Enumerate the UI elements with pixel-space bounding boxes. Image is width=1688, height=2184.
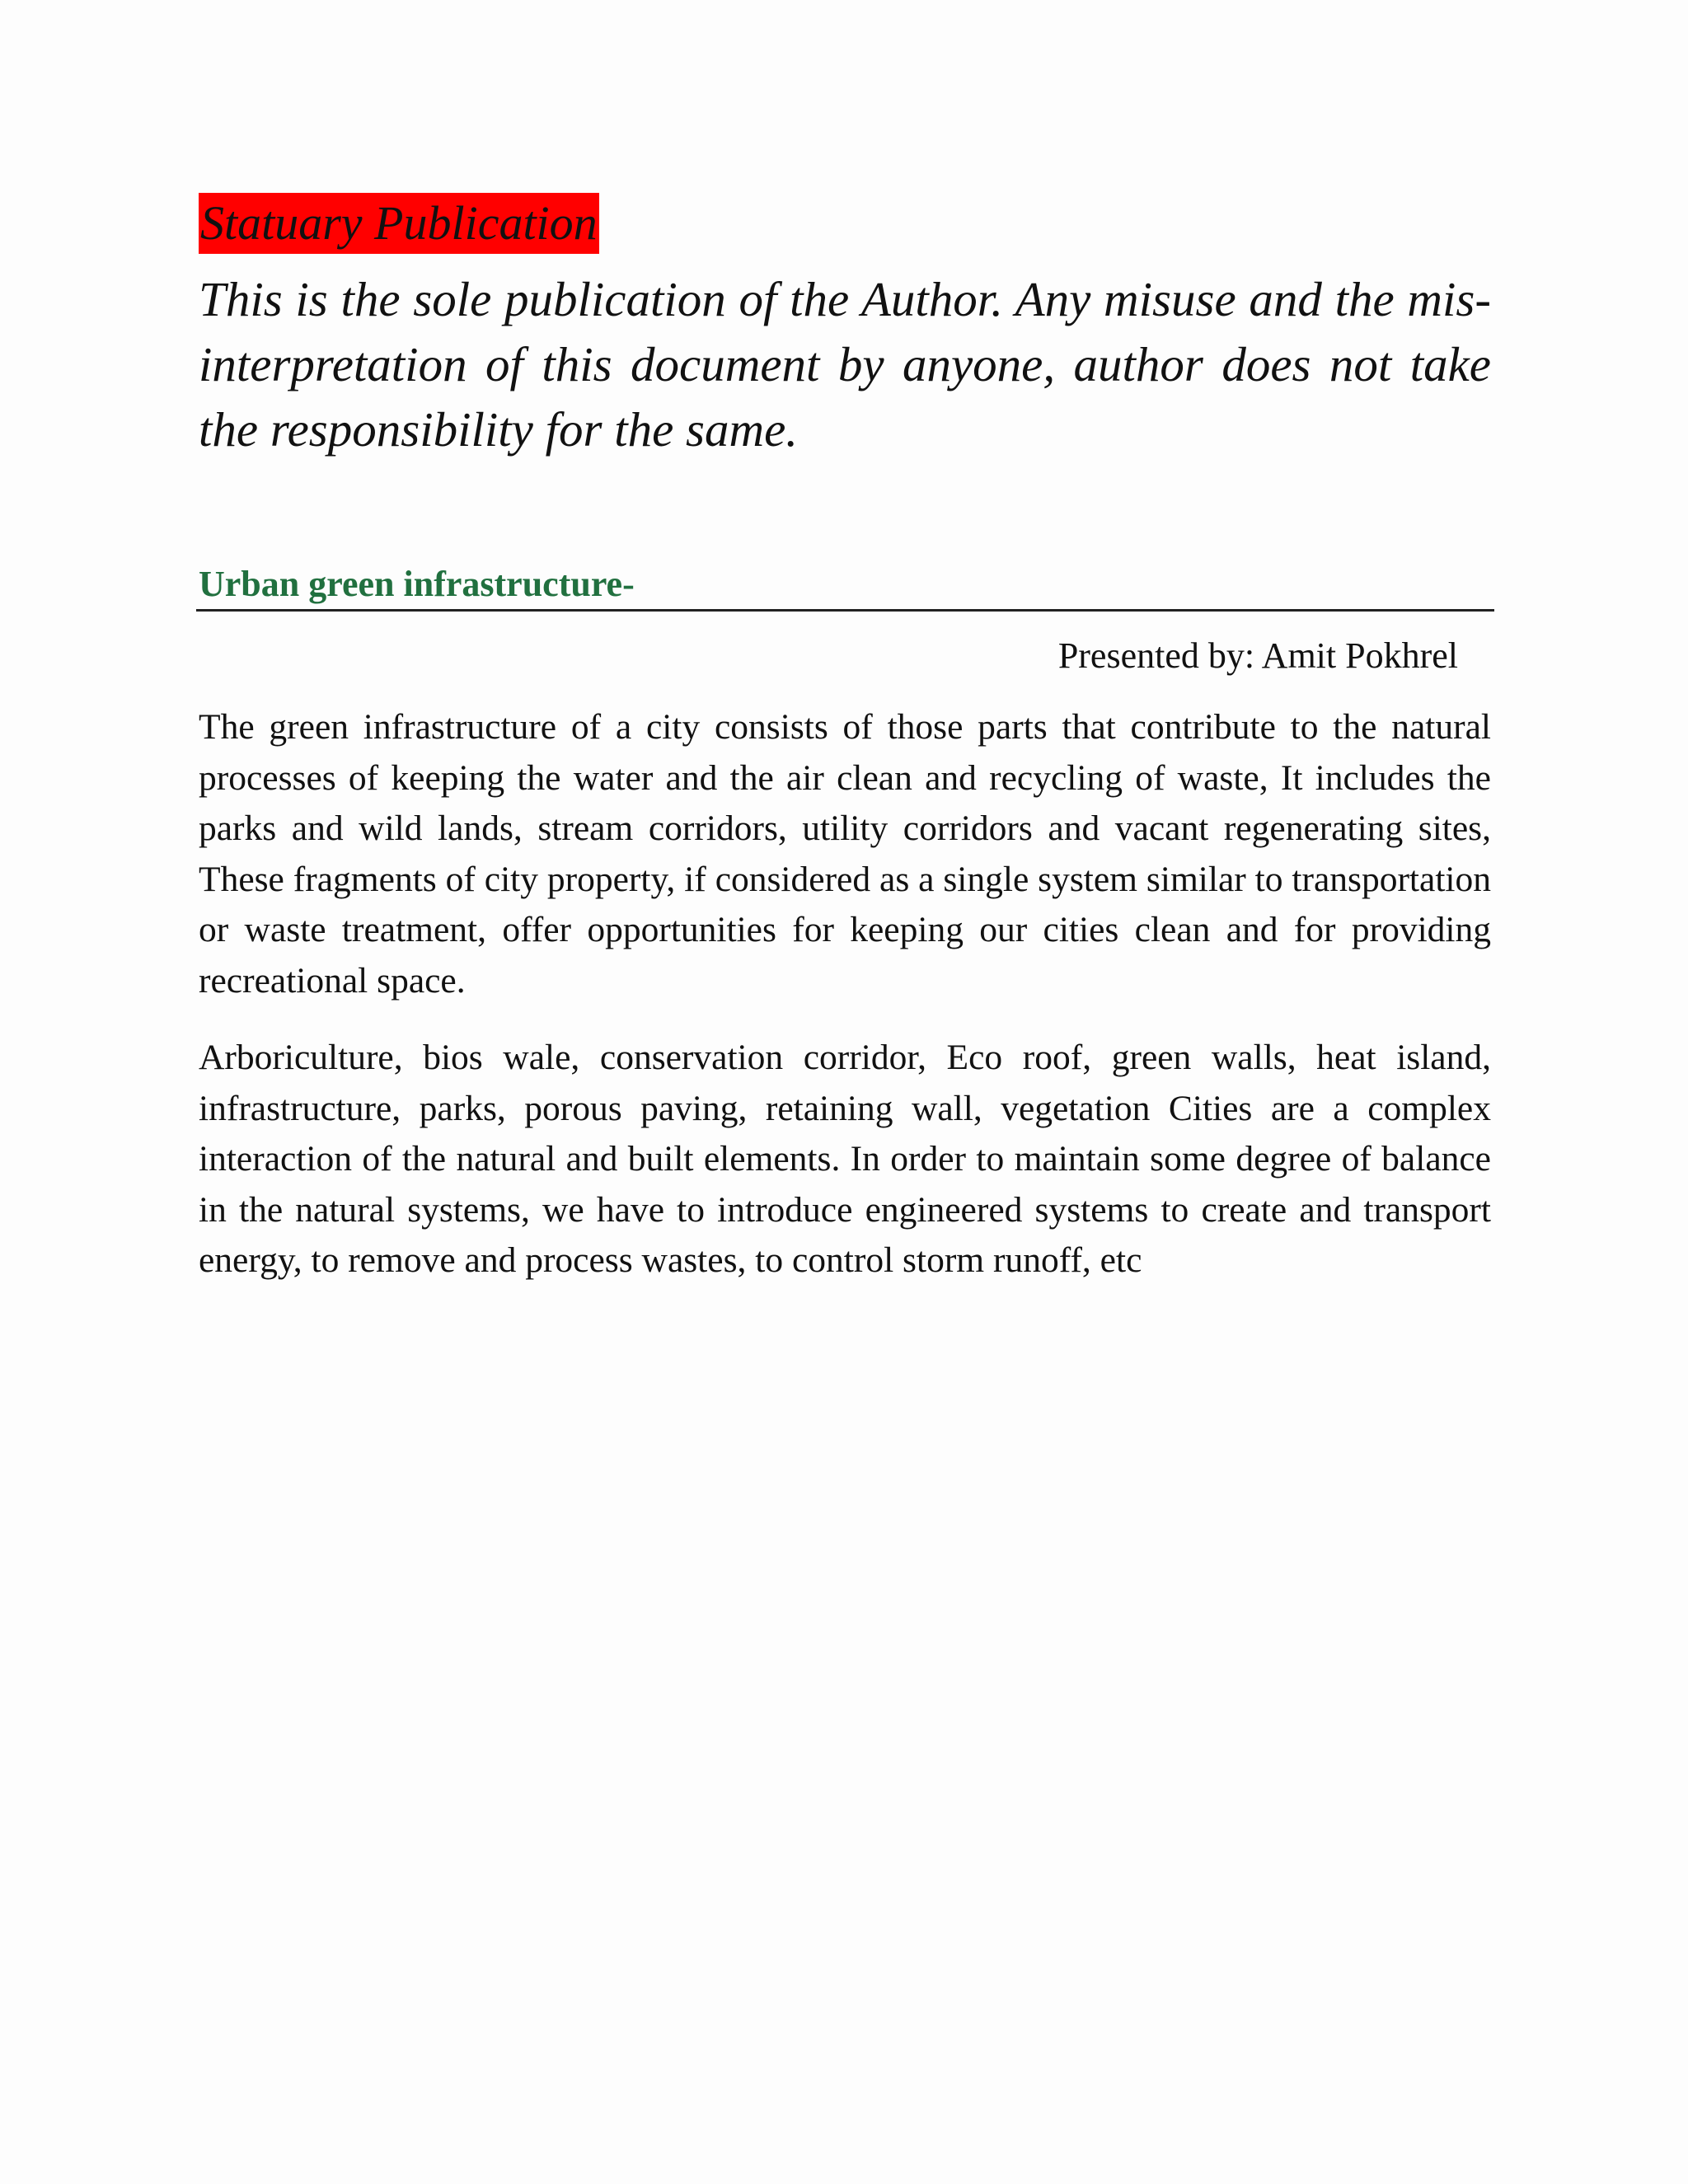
body-paragraph-1: The green infrastructure of a city consists of those parts that contribute to the natural processes of keeping the water and the air clean and recycling of waste, It includes the parks and wild lands, stream corridors, utility corridors and vacant regenerating sites, These fragments of city property, if considered as a single system similar to transportation or waste treatment, offer opportunities for keeping our cities clean and for providing recreational space. [199, 707, 1491, 1001]
document-content [199, 193, 1491, 1286]
body-paragraph-2: Arboriculture, bios wale, conservation corridor, Eco roof, green walls, heat island, infrastructure, parks, porous paving, retaining wall, vegetation Cities are a complex interaction of the natural and built elements. In order to maintain some degree of balance in the natural systems, we have to introduce engineered systems to create and transport energy, to remove and process wastes, to control storm runoff, etc [199, 1038, 1491, 1280]
presenter-line: Presented by: Amit Pokhrel [1057, 635, 1458, 676]
section-heading-underline [196, 560, 1494, 612]
section-heading: Urban green infrastructure- [199, 564, 635, 604]
author-notice: This is the sole publication of the Author. Any misuse and the mis-interpretation of this document by anyone, author does not take the responsibility for the same. [199, 272, 1491, 457]
statuary-title-row [199, 193, 1491, 255]
statuary-publication-title: Statuary Publication [199, 193, 599, 254]
